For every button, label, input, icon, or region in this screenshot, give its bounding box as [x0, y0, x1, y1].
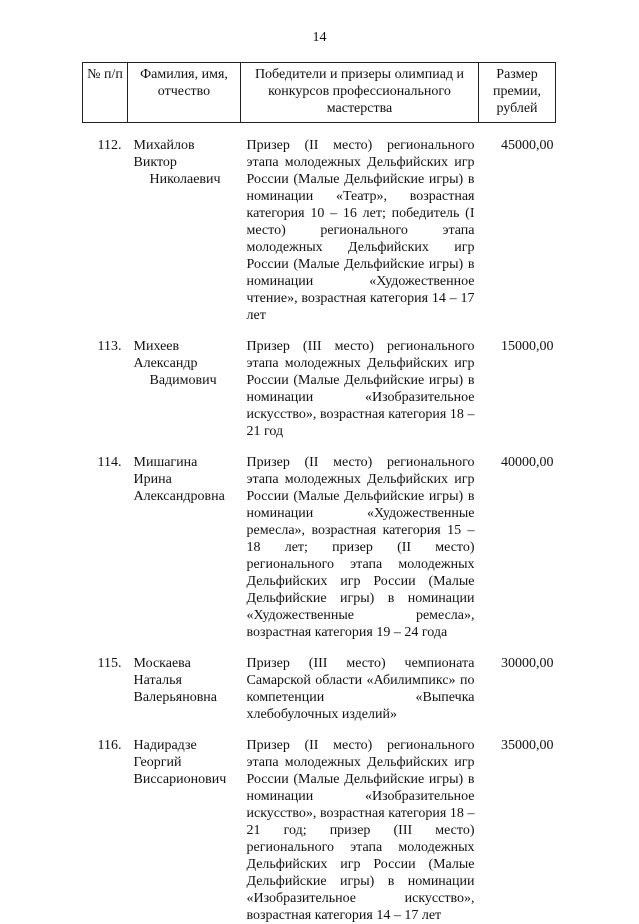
- patronymic: Александровна: [133, 489, 225, 504]
- page-number: 14: [312, 30, 327, 45]
- award-description: Призер (II место) регионального этапа молодежных Дельфийских игр России (Малые Дельфийские игры) в номинации «Художественные ремесла», возрастная категория 15 – 18 лет; призер (II место) регионального этапа молодежных Дельфийских игр России (Малые Дельфийские игры) в номинации «Художественные ремесла», возрастная категория 19 – 24 года: [246, 455, 475, 640]
- table-header-row: [83, 63, 556, 123]
- person-name: [128, 454, 241, 641]
- awards-table: [82, 62, 556, 924]
- header-amount: Размер премии, рублей: [479, 63, 556, 123]
- row-number: 113.: [97, 339, 122, 354]
- award-description: Призер (II место) регионального этапа молодежных Дельфийских игр России (Малые Дельфийские игры) в номинации «Изобразительное искусство», возрастная категория 18 – 21 год; призер (III место) регионального этапа молодежных Дельфийских игр России (Малые Дельфийские игры) в номинации «Изобразительное искусство», возрастная категория 14 – 17 лет: [246, 738, 475, 923]
- first-name: Ирина: [133, 472, 172, 487]
- table-row: [83, 655, 556, 723]
- person-name: [128, 737, 241, 924]
- award-amount: 45000,00: [501, 138, 554, 153]
- row-number: 112.: [97, 138, 122, 153]
- first-name: Александр: [133, 356, 198, 371]
- table-row: [83, 137, 556, 324]
- header-desc: Победители и призеры олимпиад и конкурсов профессионального мастерства: [241, 63, 479, 123]
- patronymic: Вадимович: [149, 373, 217, 388]
- surname: Москаева: [133, 656, 191, 671]
- table-row: [83, 737, 556, 924]
- first-name: Наталья: [133, 673, 182, 688]
- award-amount: 15000,00: [501, 339, 554, 354]
- person-name: [128, 137, 241, 324]
- award-description: Призер (III место) чемпионата Самарской области «Абилимпикс» по компетенции «Выпечка хлебобулочных изделий»: [246, 656, 475, 722]
- award-description: Призер (III место) регионального этапа молодежных Дельфийских игр России (Малые Дельфийские игры) в номинации «Изобразительное искусство», возрастная категория 18 – 21 год: [246, 339, 475, 439]
- person-name: [128, 655, 241, 723]
- award-description: Призер (II место) регионального этапа молодежных Дельфийских игр России (Малые Дельфийские игры) в номинации «Театр», возрастная категория 10 – 16 лет; победитель (I место) регионального этапа молодежных Дельфийских игр России (Малые Дельфийские игры) в номинации «Художественное чтение», возрастная категория 14 – 17 лет: [246, 138, 475, 323]
- row-number: 116.: [97, 738, 122, 753]
- surname: Михеев: [133, 339, 180, 354]
- row-number: 114.: [97, 455, 122, 470]
- award-amount: 40000,00: [501, 455, 554, 470]
- surname: Михайлов: [133, 138, 195, 153]
- patronymic: Николаевич: [149, 172, 221, 187]
- award-amount: 30000,00: [501, 656, 554, 671]
- table-row: [83, 338, 556, 440]
- row-number: 115.: [97, 656, 122, 671]
- header-name: Фамилия, имя, отчество: [128, 63, 241, 123]
- table-row: [83, 454, 556, 641]
- award-amount: 35000,00: [501, 738, 554, 753]
- first-name: Виктор: [133, 155, 177, 170]
- patronymic: Виссарионович: [133, 772, 227, 787]
- surname: Мишагина: [133, 455, 198, 470]
- person-name: [128, 338, 241, 440]
- first-name: Георгий: [133, 755, 182, 770]
- surname: Надирадзе: [133, 738, 197, 753]
- patronymic: Валерьяновна: [133, 690, 218, 705]
- header-num: № п/п: [83, 63, 128, 123]
